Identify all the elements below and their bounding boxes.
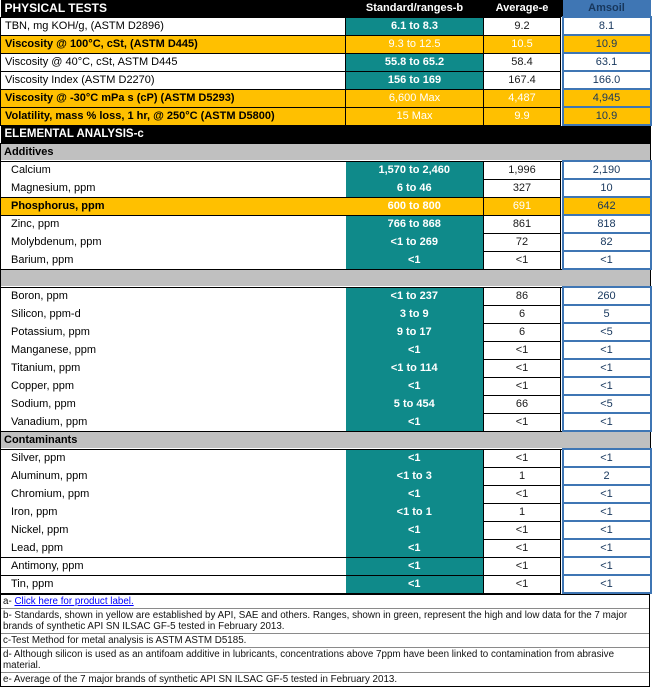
- section-header-cell: Additives: [1, 143, 651, 161]
- footnote-a: [1, 595, 649, 609]
- average-value-cell: 167.4: [484, 71, 561, 89]
- amsoil-value-cell: 818: [563, 215, 651, 233]
- amsoil-value-cell: <1: [563, 485, 651, 503]
- row-label-cell: Chromium, ppm: [1, 485, 346, 503]
- table-row: [1, 323, 651, 341]
- amsoil-value-cell: <1: [563, 251, 651, 269]
- amsoil-value-cell: 4,945: [563, 89, 651, 107]
- standard-range-cell: 600 to 800: [346, 197, 484, 215]
- row-label-cell: Viscosity Index (ASTM D2270): [1, 71, 346, 89]
- amsoil-value-cell: <5: [563, 323, 651, 341]
- amsoil-value-cell: 260: [563, 287, 651, 305]
- table-row: [1, 287, 651, 305]
- standard-range-cell: <1 to 1: [346, 503, 484, 521]
- table-row: [1, 575, 651, 593]
- amsoil-value-cell: 8.1: [563, 17, 651, 35]
- amsoil-value-cell: 10.9: [563, 35, 651, 53]
- footnote-a-prefix: a-: [3, 596, 15, 607]
- amsoil-value-cell: 82: [563, 233, 651, 251]
- table-row: [1, 125, 651, 143]
- table-row: [1, 53, 651, 71]
- amsoil-value-cell: 642: [563, 197, 651, 215]
- standard-range-cell: <1: [346, 521, 484, 539]
- standard-range-cell: <1 to 237: [346, 287, 484, 305]
- table-row: [1, 179, 651, 197]
- table-row: [1, 143, 651, 161]
- table-row: [1, 557, 651, 575]
- standard-range-cell: <1: [346, 557, 484, 575]
- table-row: [1, 71, 651, 89]
- row-label-cell: Vanadium, ppm: [1, 413, 346, 431]
- standard-range-cell: 6.1 to 8.3: [346, 17, 484, 35]
- average-value-cell: <1: [484, 251, 561, 269]
- section-header-cell: Contaminants: [1, 431, 651, 449]
- table-row: [1, 431, 651, 449]
- amsoil-value-cell: <1: [563, 377, 651, 395]
- standard-range-cell: 1,570 to 2,460: [346, 161, 484, 179]
- amsoil-value-cell: <1: [563, 539, 651, 557]
- average-value-cell: 10.5: [484, 35, 561, 53]
- footnotes: [0, 594, 650, 687]
- amsoil-value-cell: <1: [563, 413, 651, 431]
- table-row: [1, 215, 651, 233]
- standard-range-cell: <1: [346, 485, 484, 503]
- row-label-cell: Boron, ppm: [1, 287, 346, 305]
- average-value-cell: 6: [484, 305, 561, 323]
- table-row: [1, 395, 651, 413]
- average-value-cell: 6: [484, 323, 561, 341]
- row-label-cell: Volatility, mass % loss, 1 hr, @ 250°C (ASTM D5800): [1, 107, 346, 125]
- standard-range-cell: <1 to 269: [346, 233, 484, 251]
- table-row: [1, 341, 651, 359]
- average-value-cell: <1: [484, 377, 561, 395]
- table-row: [1, 359, 651, 377]
- average-value-cell: 4,487: [484, 89, 561, 107]
- average-value-cell: 861: [484, 215, 561, 233]
- row-label-cell: Copper, ppm: [1, 377, 346, 395]
- standard-range-cell: 55.8 to 65.2: [346, 53, 484, 71]
- table-row: [1, 377, 651, 395]
- row-label-cell: Silicon, ppm-d: [1, 305, 346, 323]
- table-row: [1, 521, 651, 539]
- average-value-cell: 66: [484, 395, 561, 413]
- standard-range-cell: 6 to 46: [346, 179, 484, 197]
- standard-range-cell: <1: [346, 377, 484, 395]
- product-label-link[interactable]: Click here for product label.: [14, 596, 134, 607]
- table-row: [1, 161, 651, 179]
- table-row: [1, 197, 651, 215]
- table-row: [1, 233, 651, 251]
- row-label-cell: Titanium, ppm: [1, 359, 346, 377]
- table-body: [1, 17, 651, 593]
- average-value-cell: 1: [484, 467, 561, 485]
- standard-range-cell: <1: [346, 449, 484, 467]
- table-header-row: [1, 0, 651, 17]
- footnote-e: e- Average of the 7 major brands of synthetic API SN ILSAC GF-5 tested in February 2013.: [3, 674, 398, 685]
- table-row: [1, 485, 651, 503]
- average-value-cell: <1: [484, 359, 561, 377]
- amsoil-value-cell: 166.0: [563, 71, 651, 89]
- standard-range-cell: <1: [346, 413, 484, 431]
- amsoil-value-cell: <1: [563, 503, 651, 521]
- average-value-cell: 327: [484, 179, 561, 197]
- standard-range-cell: <1 to 3: [346, 467, 484, 485]
- average-header: Average-e: [484, 0, 561, 17]
- standard-range-cell: 6,600 Max: [346, 89, 484, 107]
- average-value-cell: <1: [484, 521, 561, 539]
- amsoil-value-cell: <5: [563, 395, 651, 413]
- amsoil-value-cell: 10.9: [563, 107, 651, 125]
- standard-ranges-header: Standard/ranges-b: [346, 0, 484, 17]
- row-label-cell: TBN, mg KOH/g, (ASTM D2896): [1, 17, 346, 35]
- amsoil-value-cell: 5: [563, 305, 651, 323]
- average-value-cell: <1: [484, 575, 561, 593]
- footnote-d: d- Although silicon is used as an antifoam additive in lubricants, concentrations above 7ppm have been linked to contamination from abrasive material.: [1, 648, 649, 673]
- physical-tests-header: PHYSICAL TESTS: [1, 0, 346, 17]
- amsoil-value-cell: <1: [563, 557, 651, 575]
- amsoil-value-cell: <1: [563, 521, 651, 539]
- standard-range-cell: <1 to 114: [346, 359, 484, 377]
- average-value-cell: 9.9: [484, 107, 561, 125]
- amsoil-value-cell: <1: [563, 341, 651, 359]
- elemental-analysis-banner: ELEMENTAL ANALYSIS-c: [1, 125, 651, 143]
- standard-range-cell: <1: [346, 539, 484, 557]
- average-value-cell: 1: [484, 503, 561, 521]
- row-label-cell: Aluminum, ppm: [1, 467, 346, 485]
- amsoil-header: Amsoil: [563, 0, 651, 17]
- standard-range-cell: <1: [346, 575, 484, 593]
- row-label-cell: Potassium, ppm: [1, 323, 346, 341]
- amsoil-value-cell: 2: [563, 467, 651, 485]
- row-label-cell: Tin, ppm: [1, 575, 346, 593]
- row-label-cell: Manganese, ppm: [1, 341, 346, 359]
- row-label-cell: Barium, ppm: [1, 251, 346, 269]
- separator-cell: [1, 269, 651, 287]
- average-value-cell: <1: [484, 413, 561, 431]
- footnote-c: c-Test Method for metal analysis is ASTM ASTM D5185.: [1, 634, 649, 648]
- footnote-b: b- Standards, shown in yellow are established by API, SAE and others. Ranges, shown in green, represent the high and low data for the 7 major brands of synthetic API SN ILSAC GF-5 tested in February 2013.: [1, 609, 649, 634]
- table-row: [1, 107, 651, 125]
- row-label-cell: Magnesium, ppm: [1, 179, 346, 197]
- row-label-cell: Iron, ppm: [1, 503, 346, 521]
- standard-range-cell: <1: [346, 341, 484, 359]
- row-label-cell: Zinc, ppm: [1, 215, 346, 233]
- standard-range-cell: 9 to 17: [346, 323, 484, 341]
- row-label-cell: Antimony, ppm: [1, 557, 346, 575]
- amsoil-value-cell: 63.1: [563, 53, 651, 71]
- amsoil-value-cell: 10: [563, 179, 651, 197]
- table-row: [1, 413, 651, 431]
- average-value-cell: 72: [484, 233, 561, 251]
- average-value-cell: 86: [484, 287, 561, 305]
- row-label-cell: Viscosity @ -30°C mPa s (cP) (ASTM D5293): [1, 89, 346, 107]
- table-row: [1, 449, 651, 467]
- table-row: [1, 17, 651, 35]
- standard-range-cell: 9.3 to 12.5: [346, 35, 484, 53]
- amsoil-value-cell: 2,190: [563, 161, 651, 179]
- row-label-cell: Molybdenum, ppm: [1, 233, 346, 251]
- average-value-cell: 58.4: [484, 53, 561, 71]
- table-row: [1, 251, 651, 269]
- average-value-cell: <1: [484, 557, 561, 575]
- average-value-cell: 9.2: [484, 17, 561, 35]
- row-label-cell: Viscosity @ 100°C, cSt, (ASTM D445): [1, 35, 346, 53]
- row-label-cell: Sodium, ppm: [1, 395, 346, 413]
- average-value-cell: <1: [484, 341, 561, 359]
- standard-range-cell: 156 to 169: [346, 71, 484, 89]
- standard-range-cell: 15 Max: [346, 107, 484, 125]
- table-row: [1, 305, 651, 323]
- amsoil-value-cell: <1: [563, 575, 651, 593]
- average-value-cell: 1,996: [484, 161, 561, 179]
- amsoil-value-cell: <1: [563, 449, 651, 467]
- row-label-cell: Phosphorus, ppm: [1, 197, 346, 215]
- table-row: [1, 467, 651, 485]
- row-label-cell: Viscosity @ 40°C, cSt, ASTM D445: [1, 53, 346, 71]
- table-row: [1, 269, 651, 287]
- row-label-cell: Silver, ppm: [1, 449, 346, 467]
- table-row: [1, 539, 651, 557]
- standard-range-cell: 766 to 868: [346, 215, 484, 233]
- average-value-cell: 691: [484, 197, 561, 215]
- average-value-cell: <1: [484, 539, 561, 557]
- average-value-cell: <1: [484, 449, 561, 467]
- table-row: [1, 89, 651, 107]
- table-row: [1, 503, 651, 521]
- standard-range-cell: 5 to 454: [346, 395, 484, 413]
- standard-range-cell: <1: [346, 251, 484, 269]
- table-row: [1, 35, 651, 53]
- average-value-cell: <1: [484, 485, 561, 503]
- row-label-cell: Calcium: [1, 161, 346, 179]
- amsoil-value-cell: <1: [563, 359, 651, 377]
- standard-range-cell: 3 to 9: [346, 305, 484, 323]
- row-label-cell: Lead, ppm: [1, 539, 346, 557]
- row-label-cell: Nickel, ppm: [1, 521, 346, 539]
